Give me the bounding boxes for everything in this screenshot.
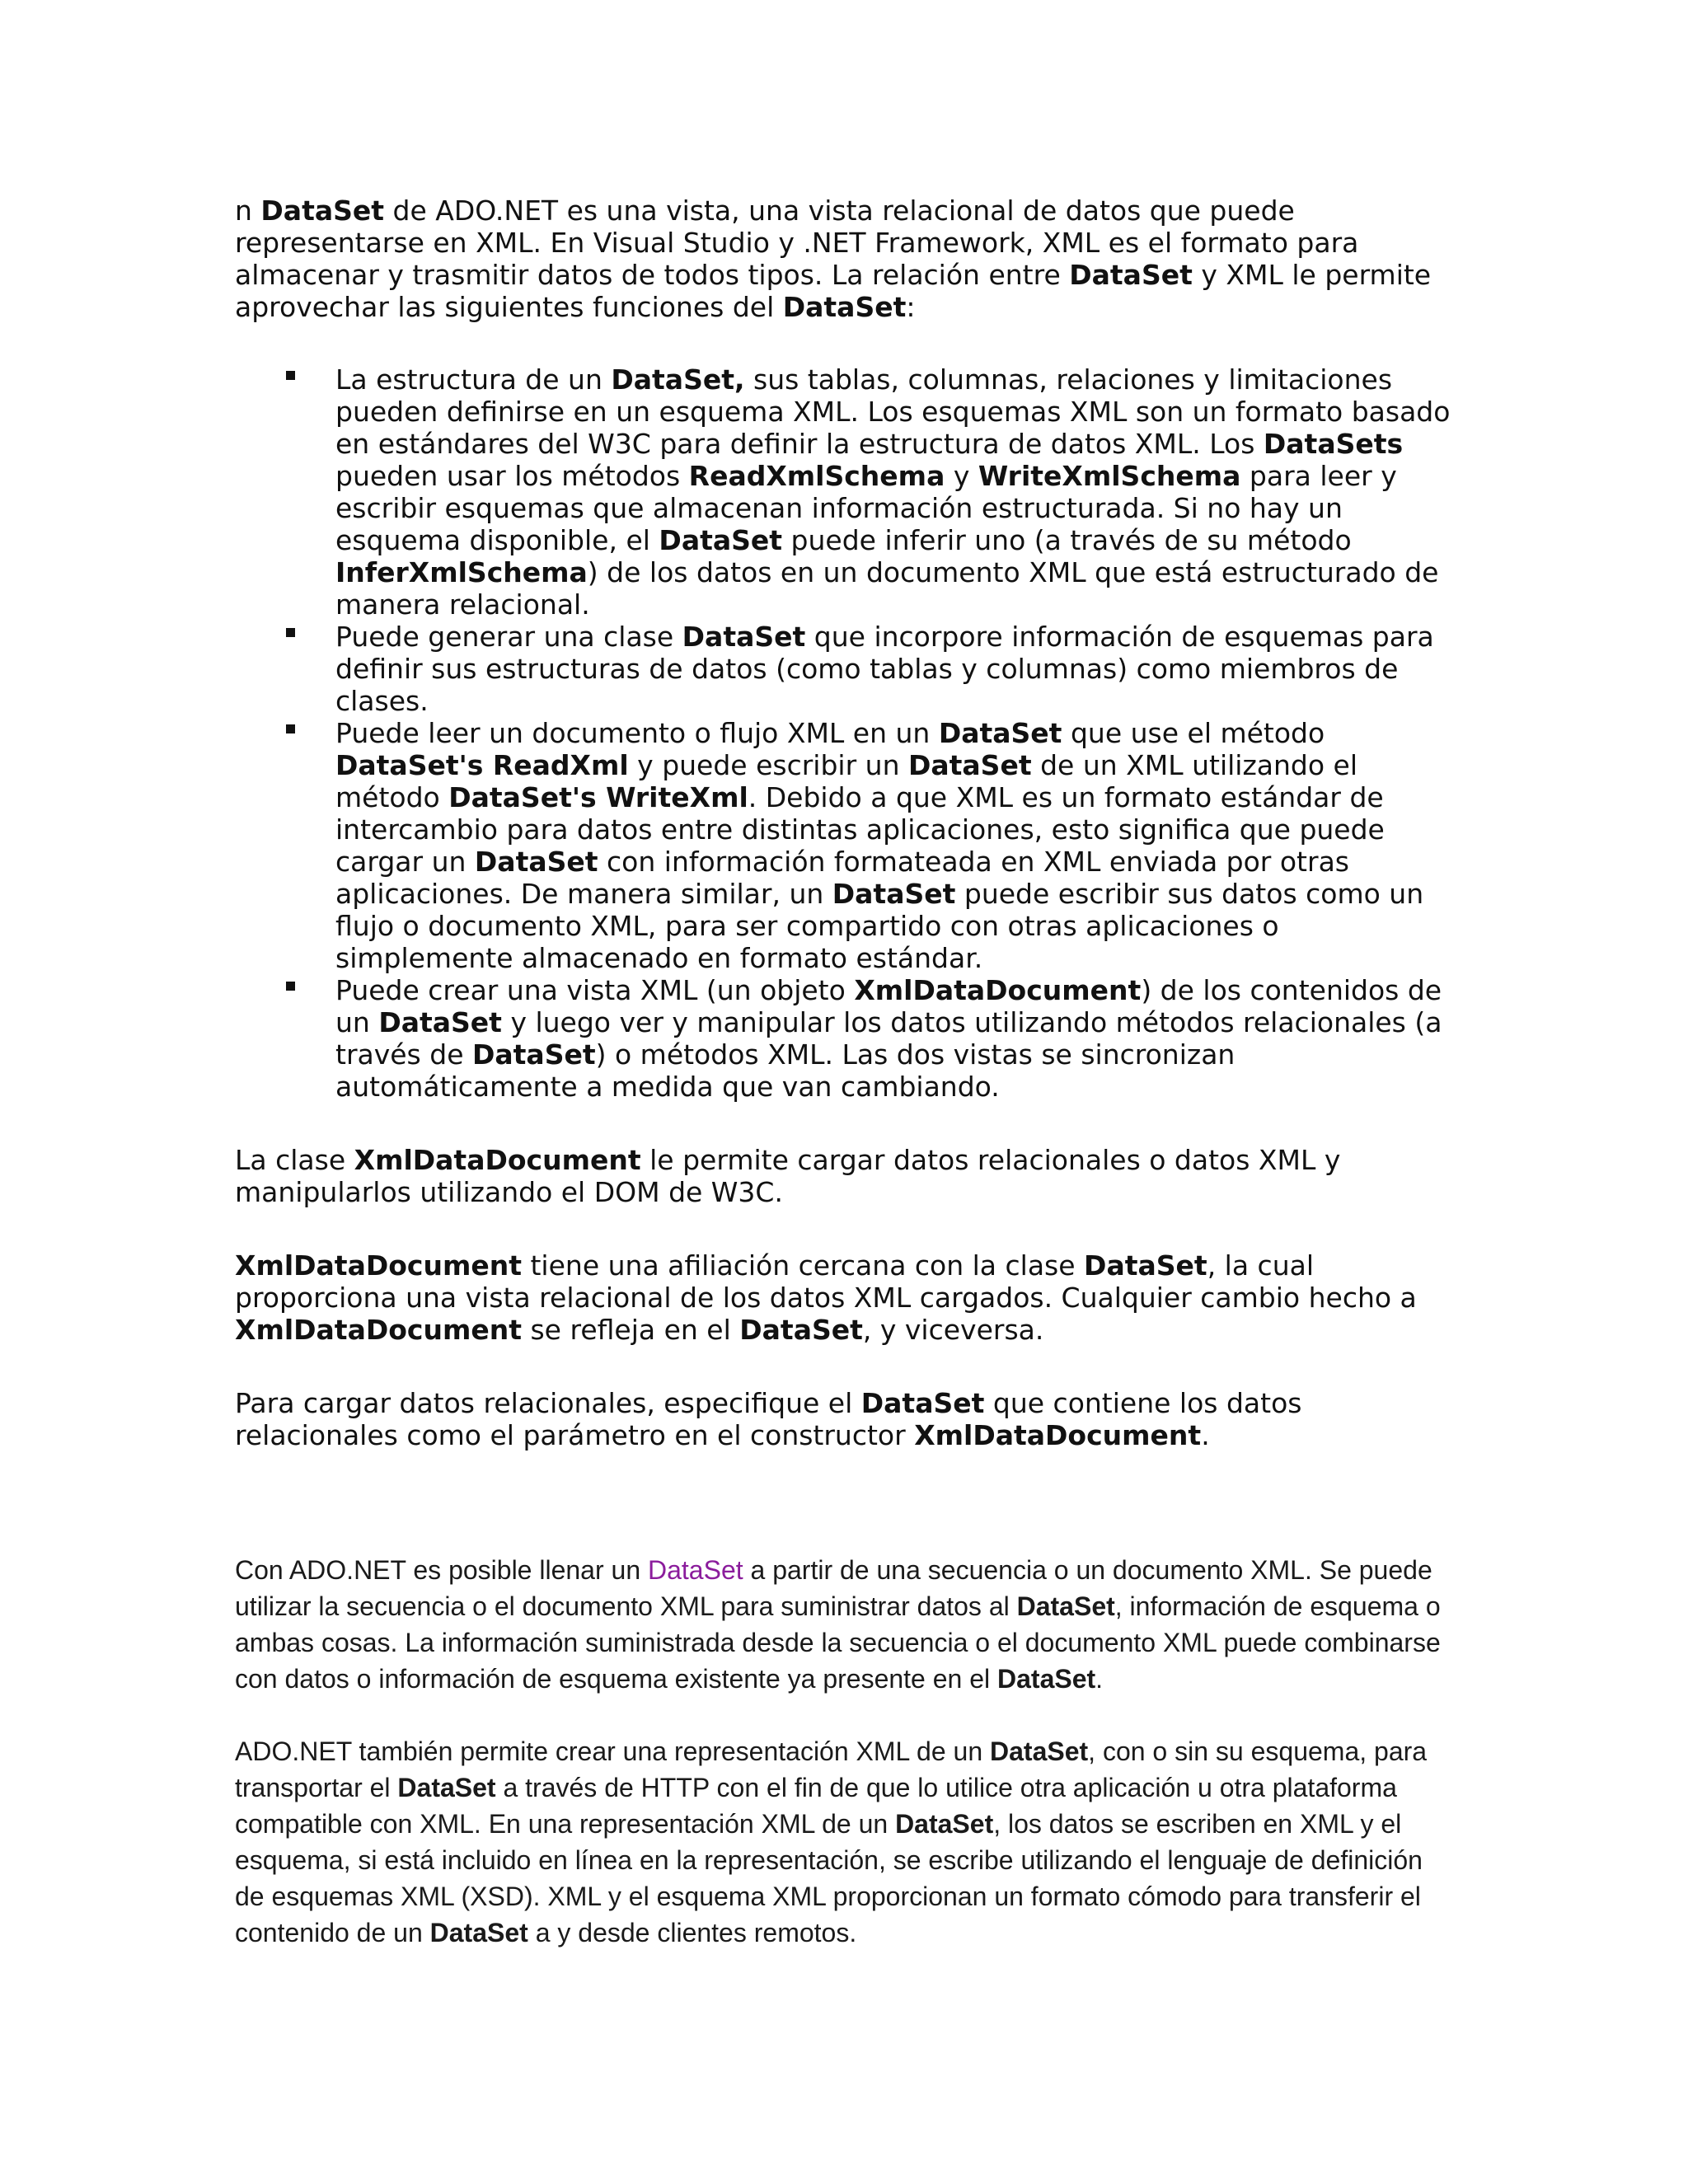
xml-representation-paragraph: ADO.NET también permite crear una representación XML de un DataSet, con o sin su esquema, para transportar el DataSet a través de HTTP con el fin de que lo utilice otra aplicación u otra plataforma compatible con XML. En una representación XML de un DataSet, los datos se escriben en XML y el esquema, si está incluido en línea en la representación, se escribe utilizando el lenguaje de definición de esquemas XML (XSD). XML y el esquema XML proporcionan un formato cómodo para transferir el contenido de un DataSet a y desde clientes remotos. [235, 1736, 1428, 1947]
document-page [235, 194, 1455, 1951]
dataset-link[interactable]: DataSet [648, 1555, 743, 1585]
list-item: Puede crear una vista XML (un objeto XmlDataDocument) de los contenidos de un DataSet y luego ver y manipular los datos utilizando métodos relacionales (a través de DataSet) o métodos XML. Las dos vistas se sincronizan automáticamente a medida que van cambiando. [235, 974, 1455, 1103]
term-dataset: DataSet [782, 291, 907, 323]
square-bullet-icon [286, 628, 295, 637]
list-item: Puede leer un documento o flujo XML en un DataSet que use el método DataSet's ReadXml y puede escribir un DataSet de un XML utilizando el método DataSet's WriteXml. Debido a que XML es un formato estándar de intercambio para datos entre distintas aplicaciones, esto significa que puede cargar un DataSet con información formateada en XML enviada por otras aplicaciones. De manera similar, un DataSet puede escribir sus datos como un flujo o documento XML, para ser compartido con otras aplicaciones o simplemente almacenado en formato estándar. [235, 717, 1455, 974]
intro-paragraph: n DataSet de ADO.NET es una vista, una vista relacional de datos que puede representarse en XML. En Visual Studio y .NET Framework, XML es el formato para almacenar y trasmitir datos de todos tipos. La relación entre DataSet y XML le permite aprovechar las siguientes funciones del DataSet: [235, 194, 1432, 323]
square-bullet-icon [286, 724, 295, 733]
list-item: La estructura de un DataSet, sus tablas, columnas, relaciones y limitaciones pueden definirse en un esquema XML. Los esquemas XML son un formato basado en estándares del W3C para definir la estructura de datos XML. Los DataSets pueden usar los métodos ReadXmlSchema y WriteXmlSchema para leer y escribir esquemas que almacenan información estructurada. Si no hay un esquema disponible, el DataSet puede inferir uno (a través de su método InferXmlSchema) de los datos en un documento XML que está estructurado de manera relacional. [235, 363, 1455, 621]
load-relational-paragraph: Para cargar datos relacionales, especifique el DataSet que contiene los datos relacionales como el parámetro en el constructor XmlDataDocument. [235, 1387, 1302, 1451]
term-dataset: DataSet [1069, 259, 1193, 291]
fill-dataset-paragraph: Con ADO.NET es posible llenar un DataSet a partir de una secuencia o un documento XML. Se puede utilizar la secuencia o el documento XML para suministrar datos al DataSet, información de esquema o ambas cosas. La información suministrada desde la secuencia o el documento XML puede combinarse con datos o información de esquema existente ya presente en el DataSet. [235, 1555, 1441, 1694]
xmldatadocument-paragraph: La clase XmlDataDocument le permite cargar datos relacionales o datos XML y manipularlos utilizando el DOM de W3C. [235, 1144, 1341, 1208]
list-item: Puede generar una clase DataSet que incorpore información de esquemas para definir sus estructuras de datos (como tablas y columnas) como miembros de clases. [235, 621, 1455, 717]
square-bullet-icon [286, 371, 295, 380]
feature-list [235, 363, 1455, 1103]
term-dataset: DataSet [260, 194, 385, 227]
affiliation-paragraph: XmlDataDocument tiene una afiliación cercana con la clase DataSet, la cual proporciona una vista relacional de los datos XML cargados. Cualquier cambio hecho a XmlDataDocument se refleja en el DataSet, y viceversa. [235, 1249, 1417, 1346]
square-bullet-icon [286, 982, 295, 991]
